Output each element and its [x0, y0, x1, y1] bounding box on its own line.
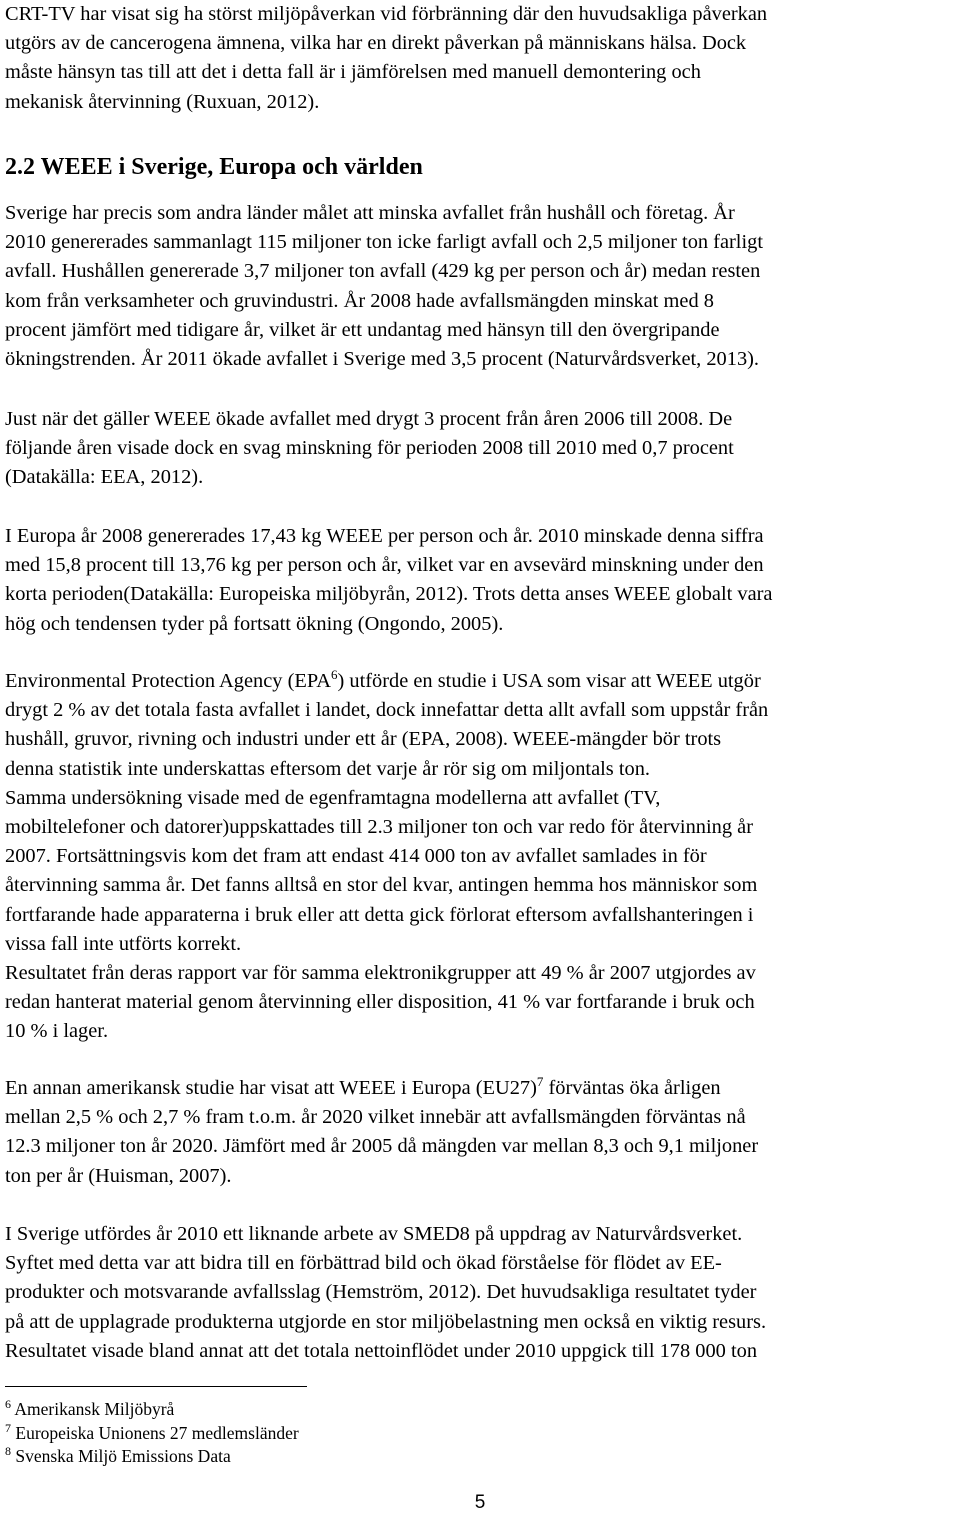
text-line: fortfarande hade apparaterna i bruk eller att detta gick förlorat eftersom avfallshanteringen i: [5, 903, 754, 926]
text-line: korta perioden(Datakälla: Europeiska miljöbyrån, 2012). Trots detta anses WEEE globalt vara: [5, 583, 773, 606]
text-line: mekanisk återvinning (Ruxuan, 2012).: [5, 90, 320, 113]
section-heading: 2.2 WEEE i Sverige, Europa och världen: [5, 154, 423, 180]
footnote-number: 6: [5, 1397, 11, 1411]
text-fragment: Environmental Protection Agency (EPA: [5, 670, 332, 692]
text-line: (Datakälla: EEA, 2012).: [5, 466, 204, 489]
text-line: följande åren visade dock en svag minskning för perioden 2008 till 2010 med 0,7 procent: [5, 437, 734, 460]
paragraph-sverige: [5, 199, 763, 374]
text-line: måste hänsyn tas till att det i detta fall är i jämförelsen med manuell demontering och: [5, 61, 701, 84]
text-line: hög och tendensen tyder på fortsatt ökning (Ongondo, 2005).: [5, 612, 504, 635]
text-line: på att de upplagrade produkterna utgjorde en stor miljöbelastning men också en viktig resurs.: [5, 1310, 767, 1333]
text-line: vissa fall inte utförts korrekt.: [5, 932, 242, 955]
text-line: ökningstrenden. År 2011 ökade avfallet i Sverige med 3,5 procent (Naturvårdsverket, 2013).: [5, 348, 760, 371]
paragraph-weee-sverige: [5, 405, 734, 493]
text-line: Syftet med detta var att bidra till en förbättrad bild och ökad förståelse för flödet av EE-: [5, 1252, 722, 1275]
text-line: 10 % i lager.: [5, 1020, 109, 1043]
paragraph-europa: [5, 522, 772, 639]
paragraph-intro: [5, 0, 767, 117]
text-line: CRT-TV har visat sig ha störst miljöpåverkan vid förbränning där den huvudsakliga påverkan: [5, 3, 768, 25]
text-line: Samma undersökning visade med de egenframtagna modellerna att avfallet (TV,: [5, 786, 661, 809]
text-line: mellan 2,5 % och 2,7 % fram t.o.m. år 2020 vilket innebär att avfallsmängden förväntas nå: [5, 1106, 746, 1129]
paragraph-epa: [5, 667, 768, 1047]
footnotes: [5, 1398, 299, 1469]
footnote-text: Svenska Miljö Emissions Data: [11, 1446, 231, 1466]
text-fragment: ) utförde en studie i USA som visar att WEEE utgör: [337, 670, 761, 692]
footnote-6: [5, 1398, 299, 1422]
text-line: denna statistik inte underskattas eftersom det varje år rör sig om miljontals ton.: [5, 757, 650, 780]
text-line: mobiltelefoner och datorer)uppskattades till 2.3 miljoner ton och var redo för återvinning år: [5, 816, 753, 839]
text-line: Resultatet visade bland annat att det totala nettoinflödet under 2010 uppgick till 178 000 ton: [5, 1339, 758, 1362]
text-line: utgörs av de cancerogena ämnena, vilka har en direkt påverkan på människans hälsa. Dock: [5, 32, 747, 55]
paragraph-smed: [5, 1220, 766, 1366]
footnote-8: [5, 1445, 299, 1469]
text-line: 12.3 miljoner ton år 2020. Jämfört med år 2005 då mängden var mellan 8,3 och 9,1 miljoner: [5, 1135, 759, 1158]
page-number: 5: [474, 1492, 486, 1513]
text-line: kom från verksamheter och gruvindustri. År 2008 hade avfallsmängden minskat med 8: [5, 289, 714, 312]
text-line: med 15,8 procent till 13,76 kg per person och år, vilket var en avsevärd minskning under den: [5, 554, 764, 577]
text-line: hushåll, gruvor, rivning och industri under ett år (EPA, 2008). WEEE-mängder bör trots: [5, 728, 722, 751]
text-line: procent jämfört med tidigare år, vilket är ett undantag med hänsyn till den övergripande: [5, 318, 720, 341]
text-line: produkter och motsvarande avfallsslag (Hemström, 2012). Det huvudsakliga resultatet tyder: [5, 1281, 757, 1304]
text-line: I Sverige utfördes år 2010 ett liknande arbete av SMED8 på uppdrag av Naturvårdsverket.: [5, 1223, 743, 1245]
text-line: återvinning samma år. Det fanns alltså en stor del kvar, antingen hemma hos människor som: [5, 874, 758, 897]
footnote-text: Europeiska Unionens 27 medlemsländer: [11, 1422, 299, 1443]
footnote-text: Amerikansk Miljöbyrå: [11, 1399, 175, 1419]
text-fragment: förväntas öka årligen: [543, 1077, 721, 1099]
paragraph-eu27: [5, 1074, 758, 1191]
text-line: avfall. Hushållen genererade 3,7 miljoner ton avfall (429 kg per person och år) medan resten: [5, 260, 761, 283]
text-line: Just när det gäller WEEE ökade avfallet med drygt 3 procent från åren 2006 till 2008. De: [5, 408, 733, 430]
text-line: [5, 667, 768, 696]
footnote-ref-7: 7: [536, 1074, 544, 1089]
text-line: drygt 2 % av det totala fasta avfallet i landet, dock innefattar detta allt avfall som uppstår från: [5, 699, 769, 722]
text-line: 2010 genererades sammanlagt 115 miljoner ton icke farligt avfall och 2,5 miljoner ton farligt: [5, 231, 763, 254]
text-line: redan hanterat material genom återvinning eller disposition, 41 % var fortfarande i bruk och: [5, 991, 755, 1014]
text-line: Resultatet från deras rapport var för samma elektronikgrupper att 49 % år 2007 utgjordes av: [5, 962, 756, 985]
text-line: I Europa år 2008 genererades 17,43 kg WEEE per person och år. 2010 minskade denna siffra: [5, 525, 764, 547]
text-line: Sverige har precis som andra länder målet att minska avfallet från hushåll och företag. År: [5, 202, 735, 224]
footnote-7: [5, 1422, 299, 1446]
text-line: 2007. Fortsättningsvis kom det fram att endast 414 000 ton av avfallet samlades in för: [5, 845, 707, 868]
text-line: [5, 1074, 758, 1103]
footnote-number: 7: [5, 1420, 11, 1435]
footnote-number: 8: [5, 1444, 11, 1458]
text-line: ton per år (Huisman, 2007).: [5, 1164, 232, 1187]
footnote-ref-6: 6: [331, 667, 338, 682]
text-fragment: En annan amerikansk studie har visat att WEEE i Europa (EU27): [5, 1077, 537, 1099]
footnote-separator: [5, 1386, 307, 1387]
